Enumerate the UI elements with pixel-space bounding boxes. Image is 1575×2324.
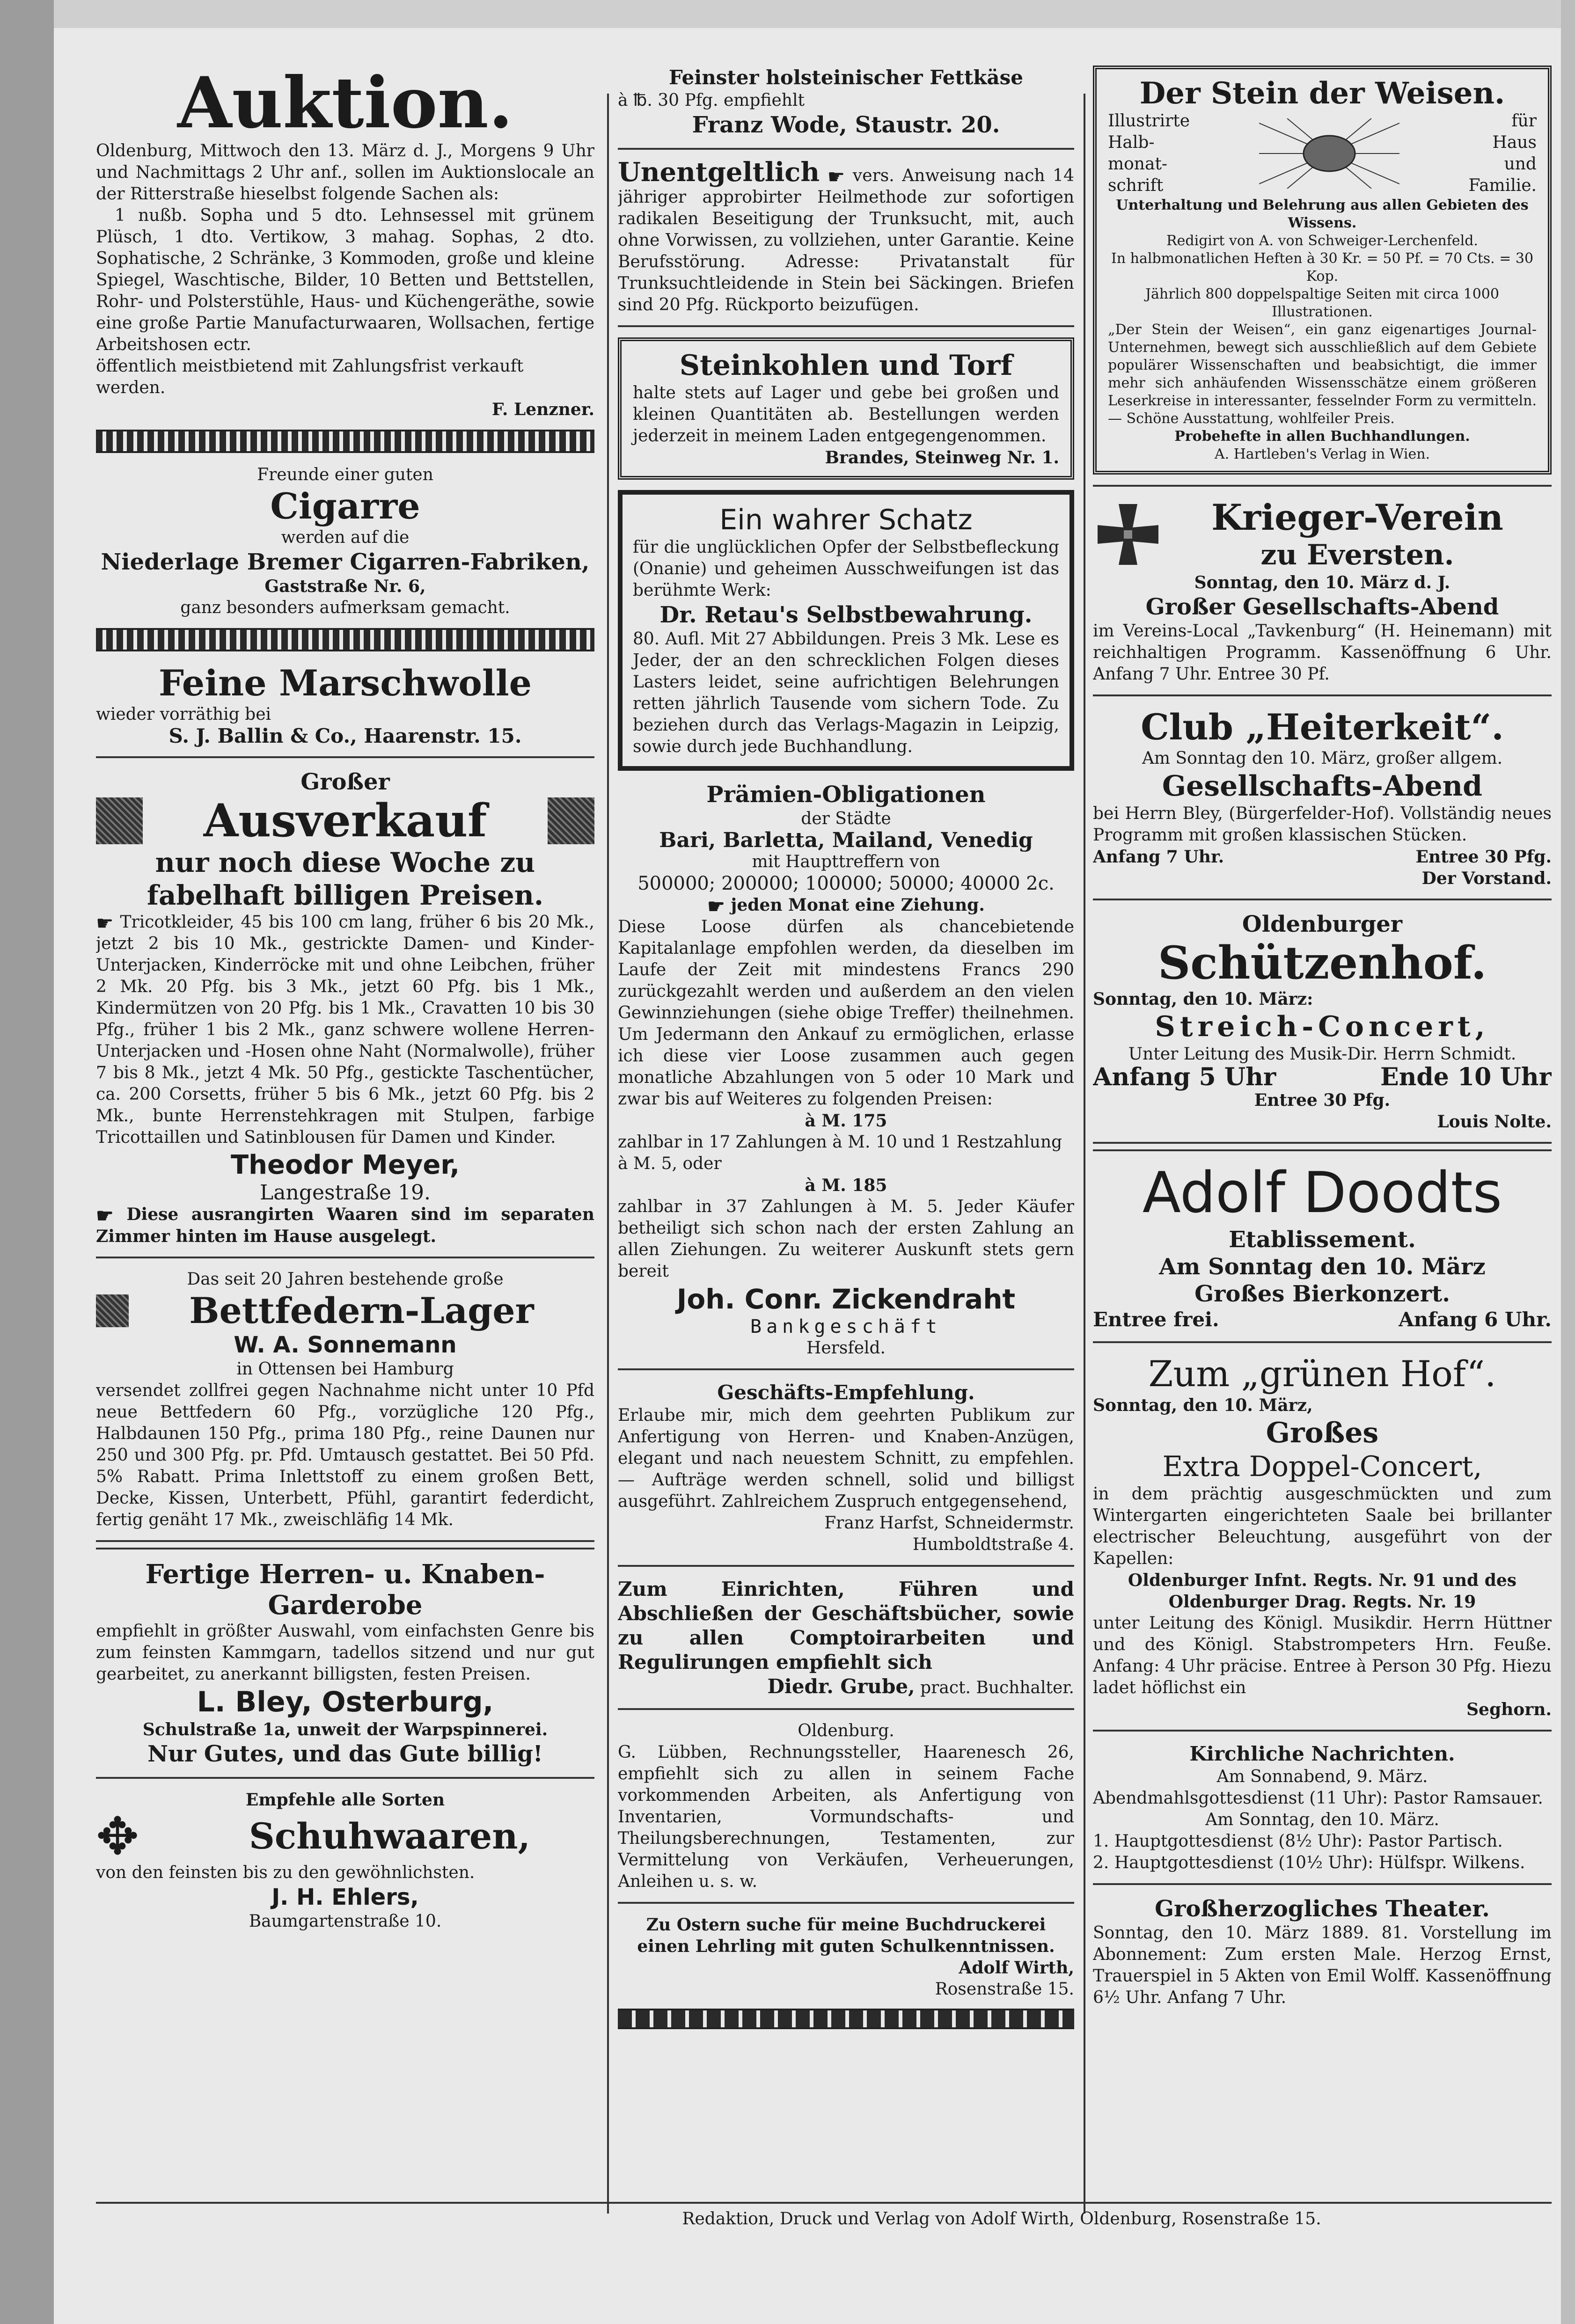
column-rule	[1084, 94, 1085, 2214]
column-1	[96, 66, 594, 2200]
ad-text: Erlaube mir, mich dem geehrten Publikum zur Anfertigung von Herren- und Knaben-Anzügen, elegant und nach neuestem Schnitt, zu empfehlen. — Aufträge werden schnell, solid und billigst ausgeführt. Zahlreichem Zuspruch entgegensehend,	[618, 1406, 1074, 1511]
ad-luebben	[618, 1720, 1074, 1893]
ad-anfang: Anfang 7 Uhr.	[1093, 847, 1224, 867]
ad-address: Langestraße 19.	[260, 1181, 431, 1205]
ad-signature: Brandes, Steinweg Nr. 1.	[825, 448, 1059, 468]
ad-title: Steinkohlen und Torf	[679, 349, 1013, 382]
ad-event: Extra Doppel-Concert,	[1162, 1450, 1482, 1483]
ad-place: Oldenburg.	[798, 1721, 894, 1740]
ad-firm-sub: Bankgeschäft	[750, 1316, 942, 1337]
ad-schatz	[618, 490, 1074, 771]
ad-text: „Der Stein der Weisen“, ein ganz eigenartiges Journal-Unternehmen, bewegt sich ausschließlich auf dem Gebiete populärer Wissenschaften und beabsichtigt, die immer mehr sich anhäufenden Wissensschätze einem größeren Leserkreise in interessanter, fesselnder Form zu vermitteln. — Schöne Ausstattung, wohlfeiler Preis.	[1108, 322, 1537, 427]
ad-event: Streich-Concert,	[1155, 1010, 1490, 1043]
divider	[1093, 694, 1552, 696]
ad-text	[618, 157, 1074, 316]
ad-line: schrift	[1108, 176, 1164, 195]
divider	[618, 1708, 1074, 1710]
column-rule	[607, 94, 609, 2214]
ad-auktion	[96, 66, 594, 420]
ad-text: Zu Ostern suche für meine Buchdruckerei einen Lehrling mit guten Schulkenntnissen.	[637, 1915, 1055, 1956]
ad-event: Großes Bierkonzert.	[1194, 1281, 1450, 1307]
ad-title: Fertige Herren- u. Knaben-Garderobe	[145, 1559, 545, 1621]
ad-text: Am Sonntag den 10. März, großer allgem.	[1142, 749, 1503, 768]
ad-entree: Entree 30 Pfg.	[1415, 847, 1552, 867]
ad-kirchliche-nachrichten	[1093, 1742, 1552, 1874]
ad-text: G. Lübben, Rechnungssteller, Haarenesch 26, empfiehlt sich zu allen in seinem Fache vorkommenden Arbeiten, als Anfertigung von Inventarien, Vormundschafts- und Theilungsberechnungen, Testamenten, zur Vermittelung von Verkäufen, Verheuerungen, Anleihen u. s. w.	[618, 1743, 1074, 1891]
ad-text-body: Tricotkleider, 45 bis 100 cm lang, früher 6 bis 20 Mk., jetzt 2 bis 10 Mk., gestrickte Damen- und Kinder-Unterjacken, Kinderröcke mit und ohne Leibchen, früher 2 Mk. 20 Pfg. bis 3 Mk., jetzt 60 Pfg. bis 1 Mk., Kindermützen von 20 Pfg. bis 1 Mk., Cravatten 10 bis 30 Pfg., früher 1 bis 2 Mk., ganz schwere wollene Herren-Unterjacken und -Hosen ohne Naht (Normalwolle), früher 7 bis 8 Mk., jetzt 4 Mk. 50 Pfg., gestickte Taschentücher, ca. 200 Corsetts, früher 5 bis 6 Mk., jetzt 60 Pfg. bis 2 Mk., bunte Herrenstehkragen mit Stulpen, farbige Tricottaillen und Satinblousen für Damen und Kinder.	[96, 913, 594, 1147]
ad-harfst	[618, 1381, 1074, 1556]
ad-date: Sonntag, den 10. März:	[1093, 989, 1313, 1009]
ad-trunksucht	[618, 157, 1074, 316]
pointing-hand-icon: ☛	[96, 1204, 114, 1227]
divider	[1093, 1730, 1552, 1732]
ad-line: für	[1511, 111, 1537, 131]
ornament-square	[548, 797, 594, 844]
ad-praemien	[618, 781, 1074, 1359]
ad-publisher: A. Hartleben's Verlag in Wien.	[1214, 446, 1430, 462]
ad-place: Hersfeld.	[806, 1338, 886, 1358]
ad-date: Sonntag, den 10. März d. J.	[1194, 573, 1450, 592]
ad-text: unter Leitung des Königl. Musikdir. Herrn Hüttner und des Königl. Stabstrompeters Hrn. Feuße. Anfang: 4 Uhr präcise. Entree à Person 30 Pfg. Hiezu ladet höflichst ein	[1093, 1614, 1552, 1697]
ad-gruener-hof	[1093, 1353, 1552, 1720]
ad-text: bei Herrn Bley, (Bürgerfelder-Hof). Vollständig neues Programm mit großen klassischen Stücken.	[1093, 804, 1552, 845]
ad-text: zahlbar in 37 Zahlungen à M. 5. Jeder Käufer betheiligt sich schon nach der ersten Zahlung an allen Ziehungen. Zu weiterer Auskunft stets gern bereit	[618, 1197, 1074, 1281]
ad-service: 2. Hauptgottesdienst (10½ Uhr): Hülfspr. Wilkens.	[1093, 1853, 1525, 1872]
ad-text: empfiehlt in größter Auswahl, vom einfachsten Genre bis zum feinsten Kammgarn, tadellos sitzend und nur gut gearbeitet, zu anerkannt billigsten, festen Preisen.	[96, 1622, 594, 1684]
ad-line: Halb-	[1108, 133, 1155, 152]
ad-keyword: Unentgeltlich	[618, 157, 820, 188]
ad-entree: Entree frei.	[1093, 1308, 1219, 1331]
ad-firm: Niederlage Bremer Cigarren-Fabriken,	[101, 549, 590, 575]
divider	[1093, 1883, 1552, 1885]
ad-theater	[1093, 1895, 1552, 2009]
ad-anfang: Anfang 6 Uhr.	[1399, 1308, 1552, 1331]
ad-title: Zum „grünen Hof“.	[1148, 1353, 1496, 1395]
ad-event: Großer Gesellschafts-Abend	[1145, 594, 1499, 620]
divider	[96, 756, 594, 758]
ad-monthly-text: jeden Monat eine Ziehung.	[731, 895, 985, 915]
ad-firm: J. H. Ehlers,	[271, 1884, 419, 1910]
ad-text: für die unglücklichen Opfer der Selbstbefleckung (Onanie) und geheimen Ausschweifungen ist das berühmte Werk:	[633, 538, 1059, 600]
ad-subtitle: nur noch diese Woche zu fabelhaft billigen Preisen.	[147, 847, 544, 911]
ad-text: à ℔. 30 Pfg. empfiehlt	[618, 91, 805, 110]
ad-ende: Ende 10 Uhr	[1380, 1063, 1552, 1091]
ad-grube	[618, 1577, 1074, 1699]
ad-schuhwaaren	[96, 1789, 594, 1932]
ad-bettfedern	[96, 1269, 594, 1531]
ad-firm: Theodor Meyer,	[230, 1150, 460, 1180]
ad-big: Großes	[1266, 1417, 1379, 1449]
ad-subtitle: zu Eversten.	[1260, 539, 1454, 571]
ad-title: Club „Heiterkeit“.	[1141, 706, 1504, 748]
ad-date: Sonntag, den 10. März,	[1093, 1396, 1313, 1415]
ad-profession: pract. Buchhalter.	[920, 1678, 1074, 1697]
ad-text: halte stets auf Lager und gebe bei großen und kleinen Quantitäten ab. Bestellungen werden jederzeit in meinem Laden entgegengenommen.	[633, 383, 1059, 446]
ad-address: Gaststraße Nr. 6,	[264, 577, 426, 596]
ad-kicker: Großer	[300, 769, 390, 795]
divider	[618, 1902, 1074, 1904]
ad-price: à M. 175	[805, 1111, 887, 1131]
column-2	[618, 66, 1074, 2200]
ad-kicker: Das seit 20 Jahren bestehende große	[187, 1270, 504, 1289]
ad-left-column	[1108, 110, 1190, 197]
ad-title: Ausverkauf	[203, 794, 487, 847]
ad-date: Am Sonntag den 10. März	[1159, 1254, 1486, 1280]
ad-title: Der Stein der Weisen.	[1139, 76, 1505, 111]
ad-doodts	[1093, 1161, 1552, 1332]
ad-yearly: Jährlich 800 doppelspaltige Seiten mit circa 1000 Illustrationen.	[1145, 286, 1499, 320]
ad-ausverkauf	[96, 768, 594, 1247]
ornament-divider	[618, 2009, 1074, 2029]
ad-signature: Louis Nolte.	[1437, 1112, 1552, 1132]
ad-book: Dr. Retau's Selbstbewahrung.	[659, 602, 1033, 628]
ornament-square	[96, 1294, 129, 1327]
ad-title: Ein wahrer Schatz	[719, 504, 973, 536]
divider	[618, 325, 1074, 327]
ad-text: öffentlich meistbietend mit Zahlungsfrist verkauft werden.	[96, 357, 524, 397]
ad-firm	[618, 1674, 1074, 1699]
divider	[96, 1257, 594, 1258]
ad-firm: Joh. Conr. Zickendraht	[676, 1283, 1016, 1315]
ad-editor: Redigirt von A. von Schweiger-Lerchenfeld.	[1166, 233, 1478, 249]
ornament-square	[96, 797, 143, 844]
ad-note	[96, 1204, 594, 1247]
ad-date: Am Sonntag, den 10. März.	[1205, 1810, 1439, 1829]
ad-garderobe	[96, 1559, 594, 1768]
ad-text: Freunde einer guten	[257, 465, 433, 484]
ad-title: Prämien-Obligationen	[706, 782, 986, 808]
ad-text: versendet zollfrei gegen Nachnahme nicht unter 10 Pfd neue Bettfedern 60 Pfg., vorzügliche 120 Pfg., Halbdaunen 150 Pfg., prima 180 Pfg., reine Daunen nur 250 und 300 Pfg. pr. Pfd. Umtausch gestattet. Bei 50 Pfd. 5% Rabatt. Prima Inlettstoff zu einem großen Bett, Decke, Kissen, Unterbett, Pfühl, garantirt federdicht, fertig genäht 17 Mk., zweischläfig 14 Mk.	[96, 1381, 594, 1529]
ad-firm-name: Diedr. Grube,	[767, 1675, 915, 1698]
ad-event: Gesellschafts-Abend	[1162, 770, 1483, 803]
ad-address: Rosenstraße 15.	[935, 1980, 1074, 1999]
ad-stein-der-weisen	[1093, 66, 1552, 475]
ad-monthly	[618, 894, 1074, 916]
ad-text: in dem prächtig ausgeschmückten und zum Wintergarten eingerichteten Saale bei brillanter electrischer Beleuchtung, ausgeführt von der Kapellen:	[1093, 1484, 1552, 1568]
ad-cigarre	[96, 464, 594, 619]
ad-steinkohlen	[618, 337, 1074, 480]
ad-line: Haus	[1492, 133, 1537, 152]
ad-kicker: Empfehle alle Sorten	[245, 1790, 445, 1810]
ad-text: Zum Einrichten, Führen und Abschließen der Geschäftsbücher, sowie zu allen Comptoirarbeiten und Regulirungen empfiehlt sich	[618, 1578, 1074, 1674]
ad-anfang: Anfang 5 Uhr	[1093, 1063, 1276, 1091]
ad-lehrling	[618, 1914, 1074, 2029]
divider	[618, 1565, 1074, 1567]
ad-title: Feinster holsteinischer Fettkäse	[669, 66, 1023, 89]
ad-fettkaese	[618, 66, 1074, 139]
ad-text: Diese Loose dürfen als chancebietende Kapitalanlage empfohlen werden, da dieselben im Laufe der Zeit mit mindestens Francs 290 zurückgezahlt werden und außerdem an den vielen Gewinnziehungen (siehe obige Treffer) theilnehmen. Um Jedermann den Ankauf zu ermöglichen, erlasse ich diese vier Loose zusammen auch gegen monatliche Abzahlungen von 5 oder 10 Mark und zwar bis auf Weiteres zu folgenden Preisen:	[618, 917, 1074, 1109]
ad-signature: F. Lenzner.	[491, 400, 594, 419]
column-3	[1093, 66, 1552, 2200]
ad-schuetzenhof	[1093, 911, 1552, 1133]
divider	[1093, 1142, 1552, 1151]
ornament-divider	[96, 628, 594, 651]
ad-note-text: Diese ausrangirten Waaren sind im separaten Zimmer hinten im Hause ausgelegt.	[96, 1205, 594, 1246]
footer-rule	[96, 2202, 1552, 2204]
ad-signature: Der Vorstand.	[1421, 869, 1552, 888]
ad-firm: L. Bley, Osterburg,	[197, 1686, 494, 1718]
divider	[618, 148, 1074, 150]
ad-firm: W. A. Sonnemann	[234, 1332, 457, 1358]
ad-service: Abendmahlsgottesdienst (11 Uhr): Pastor Ramsauer.	[1093, 1789, 1543, 1808]
ad-place: in Ottensen bei Hamburg	[236, 1359, 454, 1379]
ad-service: 1. Hauptgottesdienst (8½ Uhr): Pastor Partisch.	[1093, 1832, 1503, 1851]
ad-title: Feine Marschwolle	[158, 662, 532, 704]
ad-band: Oldenburger Infnt. Regts. Nr. 91 und des	[1128, 1571, 1517, 1590]
pointing-hand-icon: ☛	[707, 895, 725, 918]
ad-text: wieder vorräthig bei	[96, 705, 271, 724]
ad-text: 1 nußb. Sopha und 5 dto. Lehnsessel mit grünem Plüsch, 1 dto. Vertikow, 3 mahag. Sophas, 2 dto. Sophatische, 2 Schränke, 3 Kommoden, große und kleine Spiegel, Waschtische, Bilder, 10 Betten und Bettstellen, Rohr- und Polsterstühle, Haus- und Küchengeräthe, sowie eine große Partie Manufacturwaaren, Wollsachen, fertige Arbeitshosen ectr.	[96, 206, 594, 354]
ad-firm: S. J. Ballin & Co., Haarenstr. 15.	[168, 724, 522, 747]
ad-cities: Bari, Barletta, Mailand, Venedig	[659, 828, 1033, 852]
divider	[1093, 899, 1552, 900]
ad-right-column	[1469, 110, 1537, 197]
ad-signature: Seghorn.	[1466, 1700, 1552, 1719]
ad-krieger-verein	[1093, 497, 1552, 685]
ad-text: Oldenburg, Mittwoch den 13. März d. J., Morgens 9 Uhr und Nachmittags 2 Uhr anf., sollen im Auktionslocale an der Ritterstraße hieselbst folgende Sachen als:	[96, 141, 594, 204]
ad-line: und	[1504, 154, 1537, 174]
ad-club-heiterkeit	[1093, 707, 1552, 889]
ad-title: Auktion.	[177, 66, 513, 144]
ad-price: à M. 185	[805, 1176, 887, 1195]
ad-title: Schuhwaaren,	[249, 1815, 530, 1857]
ad-text: der Städte	[801, 809, 891, 828]
ad-title: Bettfedern-Lager	[189, 1290, 534, 1331]
ad-signature: Adolf Wirth,	[959, 1958, 1074, 1978]
divider	[1093, 485, 1552, 487]
pointing-hand-icon: ☛	[827, 165, 845, 188]
ad-text: von den feinsten bis zu den gewöhnlichsten.	[96, 1863, 475, 1882]
radiant-stone-icon	[1259, 118, 1399, 189]
ad-text: zahlbar in 17 Zahlungen à M. 10 und 1 Restzahlung à M. 5, oder	[618, 1133, 1062, 1173]
ad-title: Geschäfts-Empfehlung.	[717, 1381, 975, 1404]
ad-text	[96, 912, 594, 1148]
ad-title: Kirchliche Nachrichten.	[1189, 1742, 1455, 1765]
ad-address: Humboldtstraße 4.	[912, 1535, 1074, 1554]
imprint-footer: Redaktion, Druck und Verlag von Adolf Wirth, Oldenburg, Rosenstraße 15.	[682, 2209, 1321, 2229]
divider	[618, 1368, 1074, 1370]
ad-text: werden auf die	[281, 528, 410, 547]
ad-amounts: 500000; 200000; 100000; 50000; 40000 2c.	[637, 873, 1055, 894]
ad-price: In halbmonatlichen Heften à 30 Kr. = 50 Pf. = 70 Cts. = 30 Kop.	[1111, 250, 1534, 285]
divider	[96, 1540, 594, 1549]
ad-address: Schulstraße 1a, unweit der Warpspinnerei.	[142, 1720, 548, 1739]
ad-subtitle: Unterhaltung und Belehrung aus allen Gebieten des Wissens.	[1116, 197, 1529, 231]
iron-cross-icon	[1093, 499, 1163, 570]
ad-date: Am Sonnabend, 9. März.	[1216, 1767, 1428, 1786]
ad-text: im Vereins-Local „Tavkenburg“ (H. Heinemann) mit reichhaltigen Programm. Kassenöffnung 6 Uhr. Anfang 7 Uhr. Entree 30 Pf.	[1093, 621, 1552, 684]
ad-title: Krieger-Verein	[1211, 497, 1503, 538]
ad-marschwolle	[96, 663, 594, 747]
ad-text: 80. Aufl. Mit 27 Abbildungen. Preis 3 Mk. Lese es Jeder, der an den schrecklichen Folgen dieses Lasters leidet, seine aufrichtigen Belehrungen retten jährlich Tausende vom sichern Tode. Zu beziehen durch das Verlags-Magazin in Leipzig, sowie durch jede Buchhandlung.	[633, 629, 1059, 756]
pointing-hand-icon: ☛	[96, 912, 114, 935]
ad-entree: Entree 30 Pfg.	[1254, 1090, 1391, 1110]
ad-band: Oldenburger Drag. Regts. Nr. 19	[1168, 1592, 1476, 1612]
divider	[1093, 1341, 1552, 1343]
ad-line: Familie.	[1468, 176, 1537, 195]
ad-address: Baumgartenstraße 10.	[249, 1912, 442, 1931]
ad-probe: Probehefte in allen Buchhandlungen.	[1174, 428, 1470, 445]
ad-title: Adolf Doodts	[1142, 1161, 1502, 1226]
ad-text: ganz besonders aufmerksam gemacht.	[180, 598, 510, 617]
ad-line: Illustrirte	[1108, 111, 1190, 131]
page-edge	[1561, 0, 1575, 2324]
ad-text: Sonntag, den 10. März 1889. 81. Vorstellung im Abonnement: Zum ersten Male. Herzog Ernst, Trauerspiel in 5 Akten von Emil Wolff. Kassenöffnung 6½ Uhr. Anfang 7 Uhr.	[1093, 1923, 1552, 2007]
ad-motto: Nur Gutes, und das Gute billig!	[147, 1741, 543, 1767]
divider	[96, 1777, 594, 1779]
boot-icon: ✥	[96, 1806, 139, 1866]
ad-text-body: vers. Anweisung nach 14 jähriger approbirter Heilmethode zur sofortigen radikalen Beseitigung der Trunksucht, mit, auch ohne Vorwissen, zu vollziehen, unter Garantie. Keine Berufsstörung. Adresse: Privatanstalt für Trunksuchtleidende in Stein bei Säckingen. Briefen sind 20 Pfg. Rückporto beizufügen.	[618, 166, 1074, 314]
ad-title: Cigarre	[270, 485, 420, 527]
ad-subtitle: Etablissement.	[1229, 1227, 1416, 1253]
ad-line: monat-	[1108, 154, 1168, 174]
ad-text: mit Haupttreffern von	[752, 852, 940, 871]
ad-title: Großherzogliches Theater.	[1155, 1896, 1490, 1922]
ad-title: Schützenhof.	[1157, 936, 1487, 989]
ad-signature: Franz Harfst, Schneidermstr.	[824, 1513, 1074, 1533]
ornament-divider	[96, 430, 594, 453]
ad-kicker: Oldenburger	[1242, 911, 1403, 937]
ad-text: Unter Leitung des Musik-Dir. Herrn Schmidt.	[1128, 1045, 1516, 1064]
ad-firm: Franz Wode, Staustr. 20.	[692, 112, 1000, 138]
binding-edge	[0, 0, 54, 2324]
